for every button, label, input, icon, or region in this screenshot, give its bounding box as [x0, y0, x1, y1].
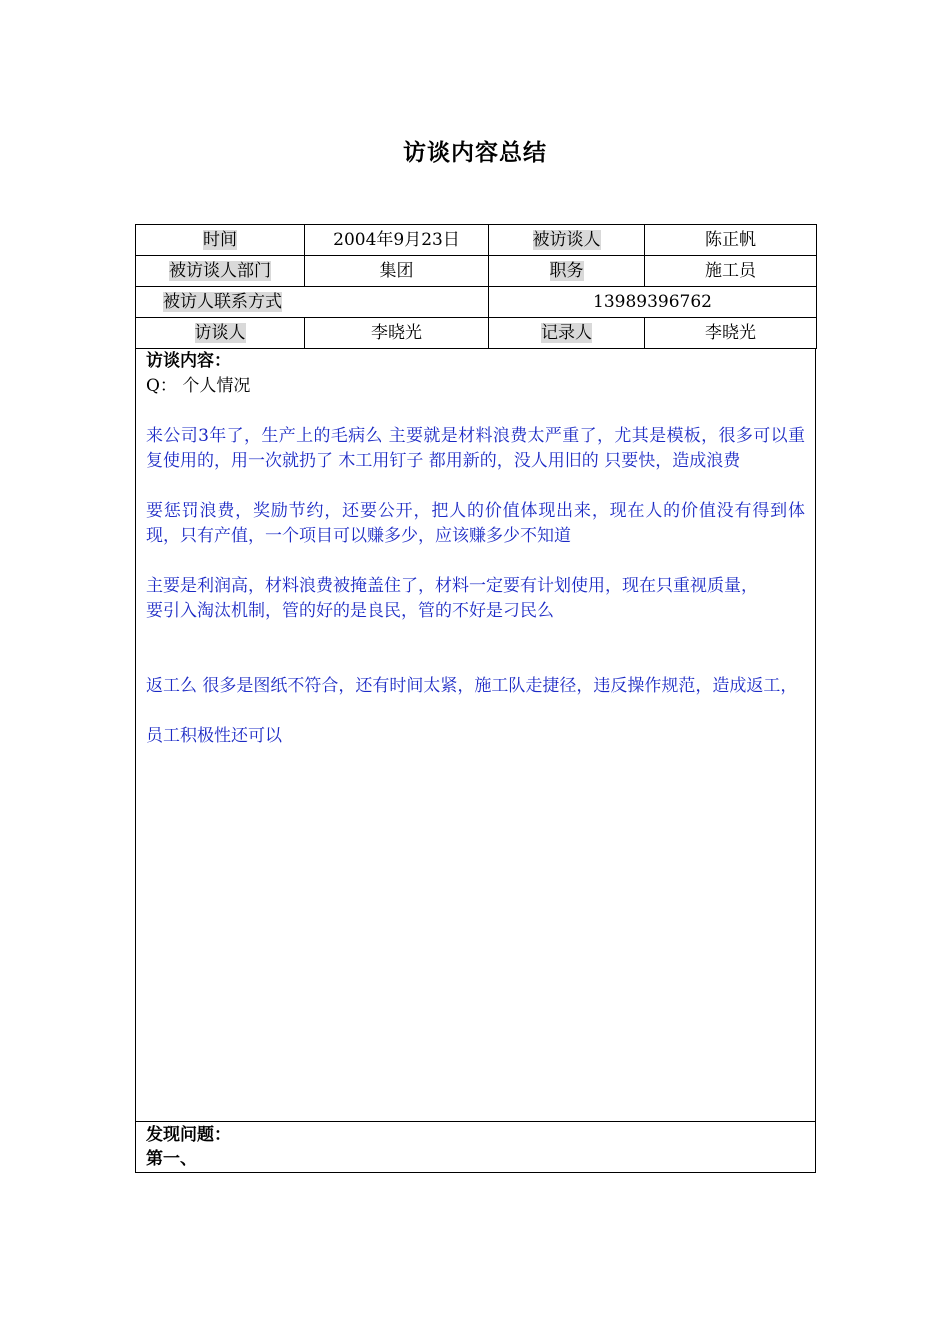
answer-paragraph: 来公司3年了，生产上的毛病么 主要就是材料浪费太严重了，尤其是模板，很多可以重复使用的，用一次就扔了 木工用钉子 都用新的，没人用旧的 只要快，造成浪费: [146, 426, 805, 471]
time-label-cell: [136, 225, 305, 256]
table-row: [136, 256, 817, 287]
interviewer-label: 访谈人: [194, 323, 246, 343]
content-label: 访谈内容：: [146, 351, 231, 371]
findings-section: [135, 1121, 816, 1173]
dept-value: 集团: [305, 256, 489, 287]
interviewee-label: 被访谈人: [532, 230, 601, 250]
table-row: [136, 287, 817, 318]
answer-paragraph: 要引入淘汰机制，管的好的是良民，管的不好是刁民么: [146, 601, 554, 621]
interviewee-value: 陈正帆: [645, 225, 817, 256]
answer-paragraph: 返工么 很多是图纸不符合，还有时间太紧，施工队走捷径，违反操作规范，造成返工，: [146, 676, 798, 696]
contact-label-cell: [136, 287, 489, 318]
recorder-value: 李晓光: [645, 318, 817, 349]
page-title: 访谈内容总结: [403, 140, 547, 166]
contact-label: 被访人联系方式: [163, 292, 282, 312]
interviewer-label-cell: [136, 318, 305, 349]
table-row: [136, 225, 817, 256]
position-label-cell: [489, 256, 645, 287]
position-value: 施工员: [645, 256, 817, 287]
interviewee-label-cell: [489, 225, 645, 256]
recorder-label: 记录人: [541, 323, 592, 343]
answer-paragraph: 主要是利润高，材料浪费被掩盖住了，材料一定要有计划使用，现在只重视质量，: [146, 576, 758, 596]
position-label: 职务: [549, 261, 584, 281]
answer-paragraph: 要惩罚浪费，奖励节约，还要公开，把人的价值体现出来，现在人的价值没有得到体现，只有产值，一个项目可以赚多少，应该赚多少不知道: [146, 501, 805, 546]
table-row: [136, 318, 817, 349]
findings-first-item: 第一、: [146, 1149, 197, 1169]
answer-paragraph: 员工积极性还可以: [146, 726, 282, 746]
interviewer-value: 李晓光: [305, 318, 489, 349]
contact-value: 13989396762: [489, 287, 817, 318]
dept-label-cell: [136, 256, 305, 287]
interview-content-section: [135, 348, 816, 1122]
answer-paragraphs: [136, 424, 815, 749]
dept-label: 被访谈人部门: [169, 261, 271, 281]
time-value: 2004年9月23日: [305, 225, 489, 256]
question-line: Q： 个人情况: [146, 376, 251, 396]
findings-label: 发现问题：: [146, 1125, 231, 1145]
time-label: 时间: [203, 230, 237, 250]
interview-info-table: [135, 224, 817, 349]
recorder-label-cell: [489, 318, 645, 349]
